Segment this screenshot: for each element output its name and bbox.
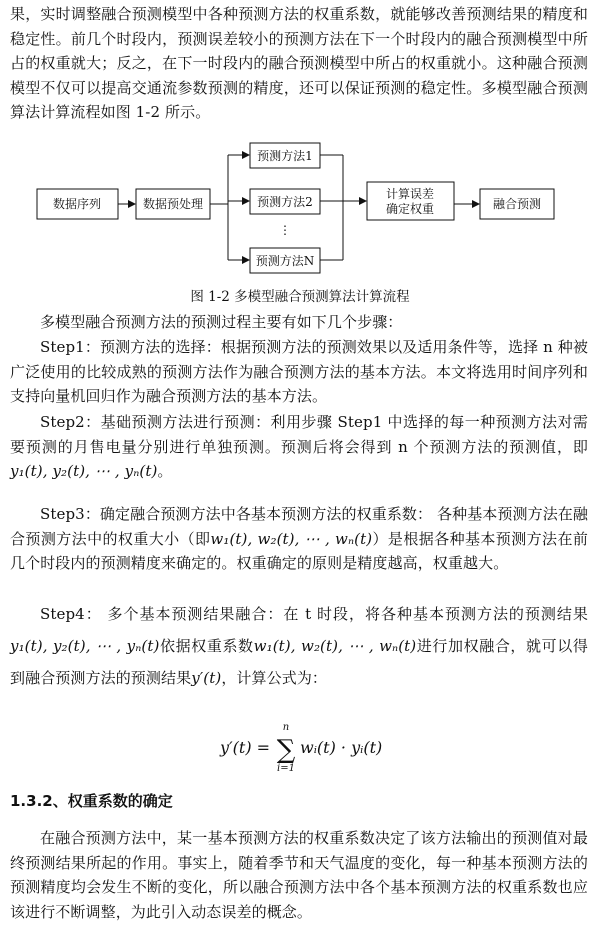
step3-text-b: ）是根据各种基本预测方法在前几个时段内的预测精度来确定的。权重确定的原则是精度越高，权重越大。 [10, 529, 588, 572]
last-paragraph: 在融合预测方法中，某一基本预测方法的权重系数决定了该方法输出的预测值对最终预测结果所起的作用。事实上，随着季节和天气温度的变化，每一种基本预测方法的预测精度均会发生不断的变化，所以融合预测方法中各个基本预测方法的权重系数也应该进行不断调整，为此引入动态误差的概念。 [10, 829, 588, 921]
node-method2-label: 预测方法2 [257, 195, 313, 209]
steps-intro: 多模型融合预测方法的预测过程主要有如下几个步骤： [40, 313, 403, 331]
fusion-formula [0, 722, 600, 772]
step3-math: w₁(t), w₂(t), ⋯ , wₙ(t) [210, 529, 373, 548]
step2-end: 。 [157, 462, 173, 480]
step4-text-d: ，计算公式为： [221, 669, 328, 687]
node-ellipsis: ⋮ [279, 223, 291, 237]
node-methodN-label: 预测方法N [255, 254, 315, 268]
step2-text: Step2：基础预测方法进行预测：利用步骤 Step1 中选择的每一种预测方法对需要预测的月售电量分别进行单独预测。预测后将会得到 n 个预测方法的预测值，即 [10, 413, 588, 456]
step4-text-c: 进行加权融合，就可以得到融合预测方法的预测结果 [10, 637, 588, 687]
step4-math-2: w₁(t), w₂(t), ⋯ , wₙ(t) [253, 637, 417, 655]
step4-math-3: y′(t) [191, 669, 222, 687]
formula-rhs: wᵢ(t) · yᵢ(t) [300, 738, 383, 757]
section-heading: 1.3.2、权重系数的确定 [10, 792, 173, 810]
step3-text-a: Step3：确定融合预测方法中各基本预测方法的权重系数： 各种基本预测方法在融合预测方法中的权重大小（即 [10, 505, 588, 548]
intro-paragraph: 果，实时调整融合预测模型中各种预测方法的权重系数，就能够改善预测结果的精度和稳定性。前几个时段内，预测误差较小的预测方法在下一个时段内的融合预测模型中所占的权重就大；反之，在下一时段内的融合预测模型中所占的权重就小。这种融合预测模型不仅可以提高交通流参数预测的精度，还可以保证预测的稳定性。多模型融合预测算法计算流程如图 1-2 所示。 [10, 5, 588, 121]
node-data-series-label: 数据序列 [52, 197, 102, 211]
step4-text-b: 依据权重系数 [159, 637, 254, 655]
figure-caption: 图 1-2 多模型融合预测算法计算流程 [190, 289, 410, 305]
formula-sum-symbol: ∑ [276, 735, 296, 765]
node-weight-label-2: 确定权重 [385, 202, 435, 216]
step4-math-1: y₁(t), y₂(t), ⋯ , yₙ(t) [10, 637, 160, 655]
flowchart-figure [0, 142, 600, 290]
step4-paragraph [10, 598, 588, 694]
step2-math: y₁(t), y₂(t), ⋯ , yₙ(t) [10, 462, 158, 480]
formula-sum-upper: n [282, 722, 290, 733]
node-method1-label: 预测方法1 [257, 149, 313, 163]
step1-paragraph: Step1：预测方法的选择：根据预测方法的预测效果以及适用条件等，选择 n 种被广泛使用的比较成熟的预测方法作为融合预测方法的基本方法。本文将选用时间序列和支持向量机回归作为融合预测方法的基本方法。 [10, 338, 588, 405]
node-preprocess-label: 数据预处理 [142, 197, 204, 211]
step4-text-a: Step4： 多个基本预测结果融合：在 t 时段，将各种基本预测方法的预测结果 [40, 605, 588, 623]
formula-lhs: y′(t) = [220, 738, 271, 757]
step2-paragraph [10, 410, 588, 484]
step3-paragraph [10, 502, 588, 576]
formula-sum-lower: i=1 [277, 763, 295, 772]
node-fusion-label: 融合预测 [492, 197, 542, 211]
node-weight-label-1: 计算误差 [385, 187, 435, 201]
